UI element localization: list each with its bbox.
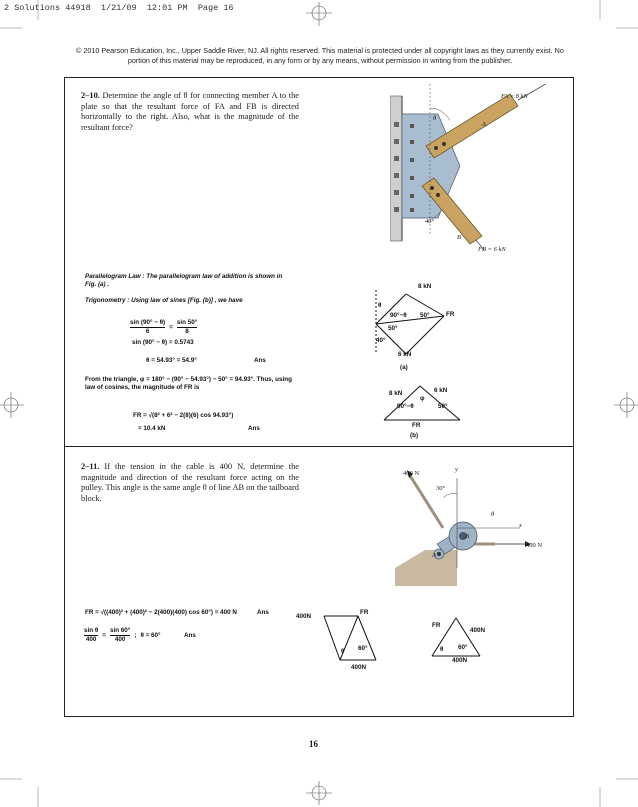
sketch-right-bottom: 400N: [452, 657, 468, 664]
reg-mark-left: [0, 392, 24, 418]
solution-2-10-line1: Parallelogram Law : The parallelogram law of addition is shown in Fig. (a) .: [85, 273, 283, 288]
solution-2-11-ans1: Ans: [257, 609, 269, 616]
sketch-b-f6: 6 kN: [434, 387, 448, 394]
cable-upper: [409, 474, 446, 528]
solution-2-11-eq1: FR = √((400)² + (400)² − 2(400)(400) cos 60°) = 400 N: [85, 609, 237, 616]
sketch-b-50: 50°: [438, 403, 448, 410]
sketch-a-50-top: 50°: [420, 312, 430, 319]
force-400-right-label: 400 N: [526, 542, 543, 549]
problem-2-11-figure: [395, 468, 555, 593]
sketch-a-90: 90°−θ: [390, 312, 407, 319]
problem-2-11-text: [81, 462, 299, 504]
sketch-b-label: (b): [410, 432, 419, 439]
sketch-a-theta: θ: [378, 302, 382, 309]
answer-1: Ans: [254, 357, 266, 364]
ground-block: [395, 550, 457, 586]
force-400-top-label: 400 N: [403, 470, 420, 477]
sketch-2-11-left: [318, 610, 388, 670]
solution-2-11-eq2: $\frac{\text{sin θ}}{400}$ = $\frac{\sin 60^\circ}{400}$ ; θ = 60°: [84, 627, 161, 643]
sketch-2-11-right: [428, 612, 488, 662]
problem-statement: If the tension in the cable is 400 N, determine the magnitude and direction of the resultant force acting on the pulley. This angle is the same angle θ of line AB on the tailboard block.: [81, 462, 300, 503]
sketch-a-50: 50°: [388, 325, 398, 332]
wall: [390, 96, 402, 241]
angle-30-label: 30°: [436, 485, 446, 492]
theta-result: θ = 54.93° = 54.9°: [146, 357, 197, 364]
angle-40-label: 40°: [425, 218, 435, 225]
fa-label: FA = 8 kN: [501, 93, 528, 100]
sketch-a-f8: 8 kN: [418, 283, 432, 290]
cosines-equation: FR = √(8² + 6² − 2(8)(6) cos 94.93°): [133, 412, 234, 419]
sketch-a: [370, 280, 470, 360]
label-a: A: [482, 121, 486, 128]
sines-equation: $\frac{\sin (90^\circ - \theta)}{6}$ = $\frac{\sin 50^\circ}{8}$: [130, 319, 198, 335]
sketch-left-theta: θ: [341, 648, 345, 655]
sketch-left-fr: FR: [360, 609, 369, 616]
sketch-a-fr: FR: [446, 311, 455, 318]
sketch-b-fr: FR: [412, 422, 421, 429]
sketch-a-40: 40°: [376, 337, 386, 344]
theta-label-2-11: θ: [491, 511, 495, 518]
sketch-b-f8: 8 kN: [389, 390, 403, 397]
reg-mark-right: [614, 392, 638, 418]
sketch-right-60: 60°: [458, 644, 468, 651]
sketch-right-fr: FR: [432, 622, 441, 629]
sketch-a-label: (a): [400, 364, 408, 371]
answer-2: Ans: [248, 425, 260, 432]
reg-mark-bottom: [306, 781, 332, 805]
sketch-left-60: 60°: [358, 645, 368, 652]
sketch-left-f400: 400N: [296, 613, 312, 620]
sketch-b-phi: φ: [420, 395, 425, 402]
label-a-2-11: A: [432, 552, 436, 559]
sketch-b: [380, 380, 470, 430]
reg-mark-top: [306, 2, 332, 26]
copyright-notice: © 2010 Pearson Education, Inc., Upper Saddle River, NJ. All rights reserved. This material is protected under all copyright laws as they currently exist. No portion of this material may be reproduced, in any form or by any means, without permission in writing from the publisher.: [76, 46, 564, 65]
sketch-right-theta: θ: [440, 646, 444, 653]
label-b-2-11: B: [465, 533, 469, 540]
label-b: B: [457, 234, 461, 241]
page-number: 16: [309, 739, 318, 749]
problem-2-10-text: [81, 91, 299, 133]
problem-number: 2–10.: [81, 91, 100, 100]
x-axis-label: x: [519, 522, 522, 529]
solution-2-11-ans2: Ans: [184, 632, 196, 639]
sketch-b-90: 90°−θ: [397, 403, 414, 410]
section-divider: [64, 446, 574, 447]
y-axis-label: y: [455, 466, 458, 473]
sketch-left-bottom: 400N: [351, 664, 367, 671]
fb-label: FB = 6 kN: [478, 246, 506, 253]
problem-number: 2–11.: [81, 462, 100, 471]
sketch-right-f400: 400N: [470, 627, 486, 634]
problem-2-10-figure: [390, 84, 570, 264]
theta-label: θ: [433, 115, 437, 122]
problem-statement: Determine the angle of θ for connecting member A to the plate so that the resultant force of FA and FB is directed horizontally to the right. Also, what is the magnitude of the resultant force?: [81, 91, 299, 132]
solution-2-10-line2: Trigonometry : Using law of sines [Fig. (b)] , we have: [85, 297, 243, 304]
sines-result: sin (90° − θ) = 0.5743: [132, 339, 194, 346]
cosines-intro: From the triangle, φ = 180° − (90° − 54.93°) − 50° = 94.93°. Thus, using law of cosines, the magnitude of FR is: [85, 376, 292, 391]
fr-result: = 10.4 kN: [138, 425, 166, 432]
sketch-a-f6: 6 kN: [398, 351, 412, 358]
print-header: 2 Solutions 44918 1/21/09 12:01 PM Page 16: [4, 3, 234, 13]
